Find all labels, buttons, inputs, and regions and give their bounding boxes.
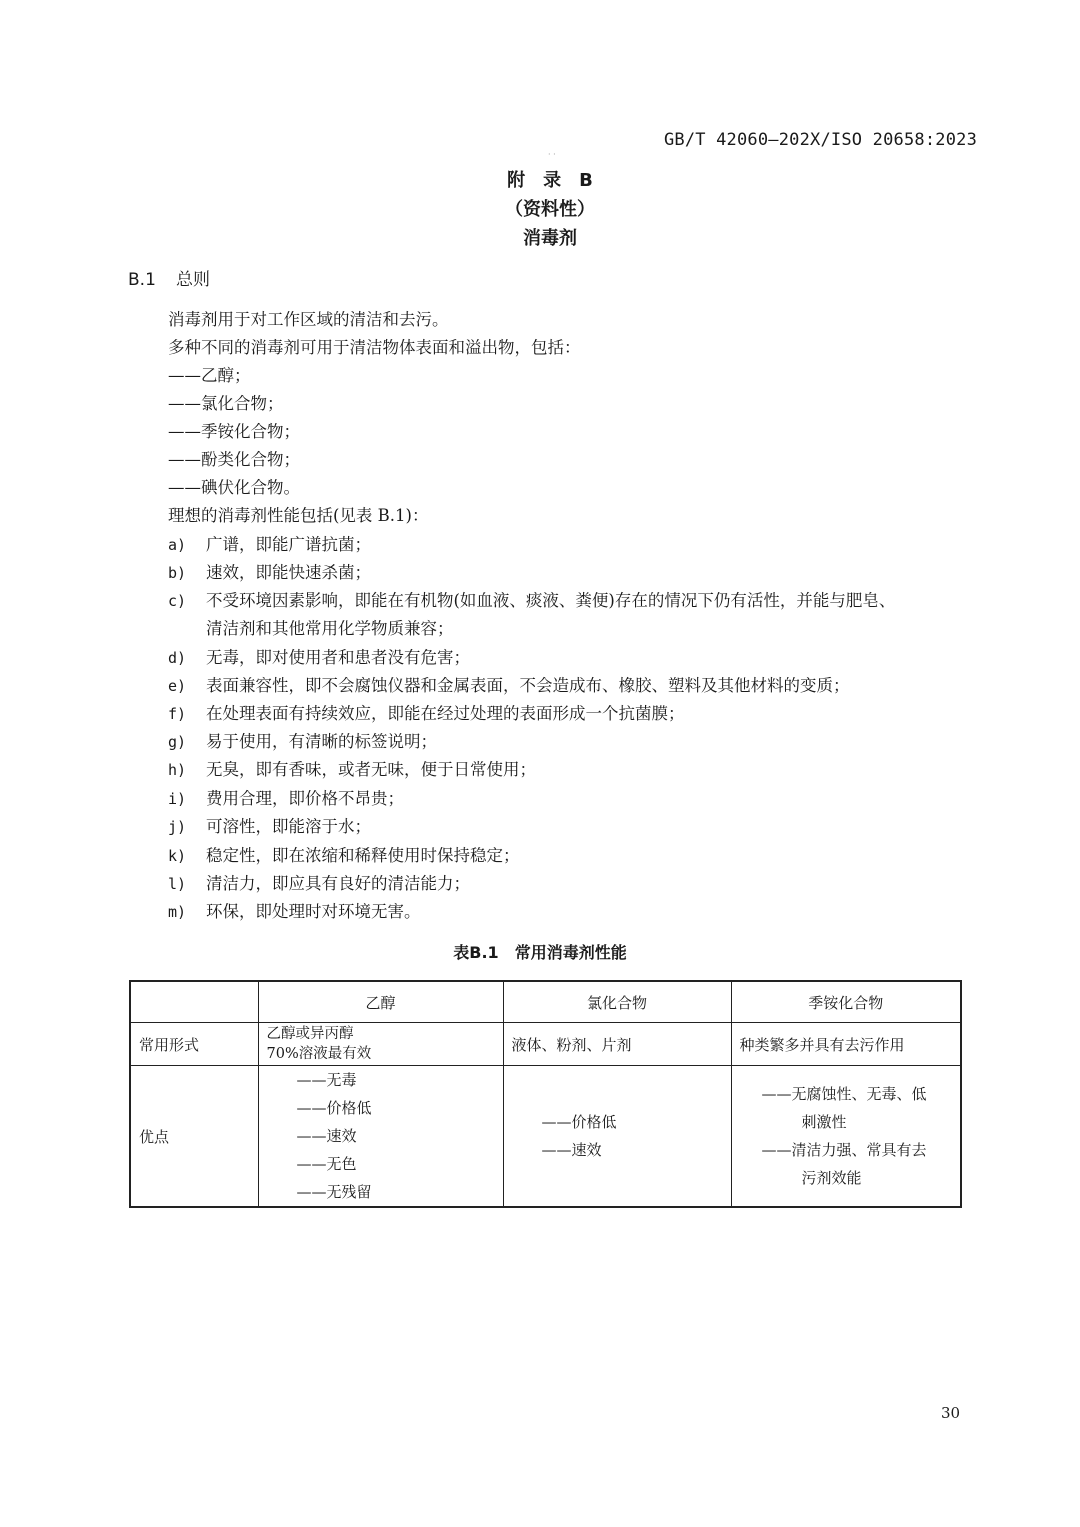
table-cell	[503, 1066, 731, 1208]
table-row	[130, 1023, 961, 1066]
item-text-continuation: 清洁剂和其他常用化学物质兼容；	[206, 619, 454, 638]
item-label: c)	[168, 592, 187, 610]
table-header-cell: 乙醇	[258, 981, 503, 1023]
item-label: j)	[168, 818, 187, 836]
item-text: 易于使用，有清晰的标签说明；	[206, 732, 437, 751]
item-text: 可溶性，即能溶于水；	[206, 817, 371, 836]
item-label: b)	[168, 564, 187, 582]
appendix-title: 附 录 B	[507, 170, 593, 191]
section-heading	[128, 265, 210, 290]
dash-item: ——氯化合物；	[168, 394, 284, 413]
item-label: i)	[168, 790, 187, 808]
table-header-cell: 氯化合物	[503, 981, 731, 1023]
table-cell	[258, 1023, 503, 1066]
list-item	[168, 842, 520, 870]
item-text: 速效，即能快速杀菌；	[206, 563, 371, 582]
table-header-cell: 季铵化合物	[731, 981, 961, 1023]
cell-line: ——无毒	[296, 1071, 357, 1089]
list-item	[168, 644, 470, 672]
dash-item: ——季铵化合物；	[168, 422, 300, 441]
dash-item: ——酚类化合物；	[168, 450, 300, 469]
item-text: 费用合理，即价格不昂贵；	[206, 789, 404, 808]
item-text: 稳定性，即在浓缩和稀释使用时保持稳定；	[206, 846, 520, 865]
paragraph-3: 理想的消毒剂性能包括(见表 B.1)：	[168, 506, 429, 525]
item-label: h)	[168, 761, 187, 779]
item-label: a)	[168, 536, 187, 554]
item-text: 环保，即处理时对环境无害。	[206, 902, 421, 921]
cell-line: ——无残留	[296, 1183, 372, 1201]
cell-line: ——速效	[296, 1127, 357, 1145]
dash-item: ——碘伏化合物。	[168, 478, 300, 497]
cell-line: 70%溶液最有效	[266, 1046, 372, 1062]
paragraph-1: 消毒剂用于对工作区域的清洁和去污。	[168, 310, 449, 329]
list-item	[168, 700, 685, 728]
table-header-cell	[130, 981, 258, 1023]
item-text: 在处理表面有持续效应，即能在经过处理的表面形成一个抗菌膜；	[206, 704, 685, 723]
cell-line: 乙醇或异丙醇	[266, 1026, 354, 1042]
cell-line: ——速效	[541, 1141, 602, 1159]
page-number: 30	[941, 1404, 961, 1422]
standard-code: GB/T 42060—202X/ISO 20658:2023	[663, 130, 977, 150]
decorative-dots: · ·	[548, 150, 556, 159]
table-row	[130, 1066, 961, 1208]
table-cell	[258, 1066, 503, 1208]
table-header-row	[130, 981, 961, 1023]
table-cell: 种类繁多并具有去污作用	[731, 1023, 961, 1066]
item-label: e)	[168, 677, 187, 695]
item-label: f)	[168, 705, 187, 723]
list-item	[168, 531, 371, 559]
appendix-type: （资料性）	[505, 199, 595, 220]
table-cell	[731, 1066, 961, 1208]
item-label: g)	[168, 733, 187, 751]
list-item	[168, 559, 371, 587]
list-item	[168, 813, 371, 841]
appendix-name: 消毒剂	[523, 228, 577, 249]
cell-line: ——无腐蚀性、无毒、低	[761, 1085, 927, 1103]
list-item	[168, 587, 896, 638]
table-title: 表B.1 常用消毒剂性能	[453, 943, 627, 962]
cell-line: ——无色	[296, 1155, 357, 1173]
cell-line: 刺激性	[801, 1113, 847, 1131]
table-cell: 液体、粉剂、片剂	[503, 1023, 731, 1066]
list-item	[168, 870, 470, 898]
list-item	[168, 728, 437, 756]
item-label: k)	[168, 847, 187, 865]
row-label: 优点	[130, 1066, 258, 1208]
item-text: 无臭，即有香味，或者无味，便于日常使用；	[206, 760, 536, 779]
cell-line: ——价格低	[296, 1099, 372, 1117]
item-text: 广谱，即能广谱抗菌；	[206, 535, 371, 554]
paragraph-2: 多种不同的消毒剂可用于清洁物体表面和溢出物，包括：	[168, 338, 581, 357]
item-text: 清洁力，即应具有良好的清洁能力；	[206, 874, 470, 893]
dash-item: ——乙醇；	[168, 366, 251, 385]
row-label: 常用形式	[130, 1023, 258, 1066]
item-text: 无毒，即对使用者和患者没有危害；	[206, 648, 470, 667]
cell-line: ——清洁力强、常具有去	[761, 1141, 927, 1159]
list-item	[168, 785, 404, 813]
item-text: 不受环境因素影响，即能在有机物(如血液、痰液、粪便)存在的情况下仍有活性，并能与肥皂、	[206, 591, 896, 610]
section-title: 总则	[176, 270, 210, 290]
list-item	[168, 898, 421, 926]
disinfectant-table	[129, 980, 962, 1208]
item-label: d)	[168, 649, 187, 667]
item-label: l)	[168, 875, 187, 893]
list-item	[168, 672, 850, 700]
cell-line: 污剂效能	[801, 1169, 862, 1187]
cell-line: ——价格低	[541, 1113, 617, 1131]
list-item	[168, 756, 536, 784]
item-label: m)	[168, 903, 187, 921]
item-text: 表面兼容性，即不会腐蚀仪器和金属表面，不会造成布、橡胶、塑料及其他材料的变质；	[206, 676, 850, 695]
section-number: B.1	[128, 270, 156, 290]
